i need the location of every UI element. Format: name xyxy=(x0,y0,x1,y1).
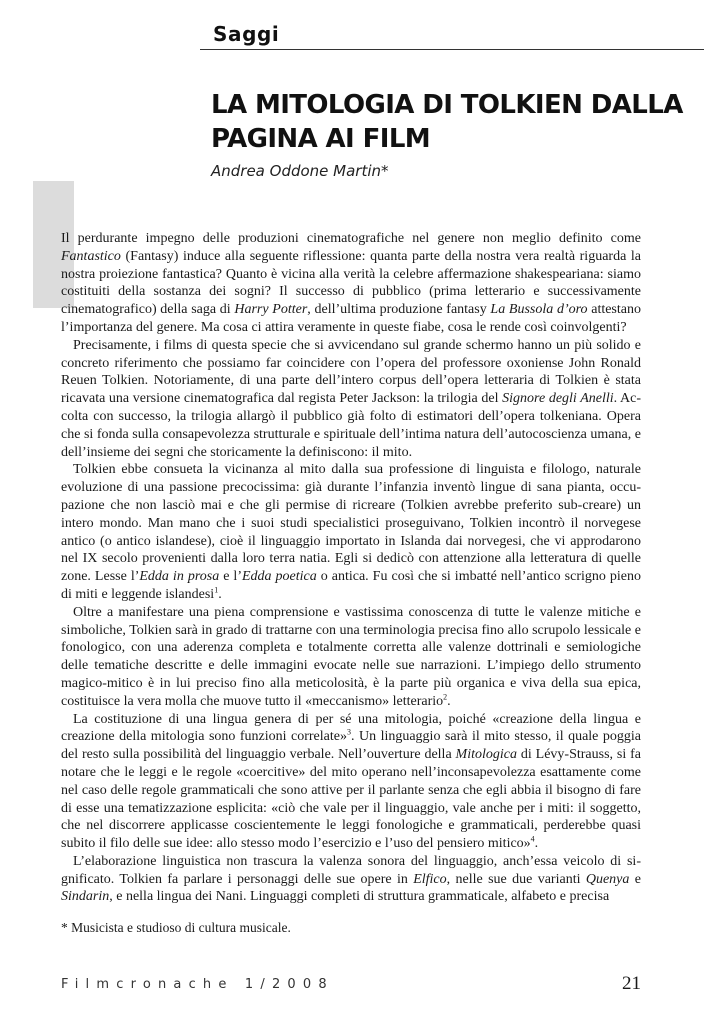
italic-title: Signore degli Anelli xyxy=(502,391,614,407)
author-footnote-marker: * xyxy=(381,162,389,180)
text-run: e xyxy=(629,871,641,887)
text-run: . xyxy=(218,586,222,602)
article-body xyxy=(61,230,641,906)
italic-title: Edda in prosa xyxy=(139,569,220,585)
author-name: Andrea Oddone Martin xyxy=(211,162,382,180)
footnote-reference: 3 xyxy=(346,727,351,737)
text-run: , nelle sue due varianti xyxy=(446,871,586,887)
italic-title: Harry Potter xyxy=(234,302,308,318)
journal-name: Filmcronache 1/2008 xyxy=(61,977,334,992)
text-run: , dell’ultima produzione fantasy xyxy=(307,302,491,318)
text-run: attestano l’importanza del genere. Ma cosa ci attira veramente in queste fiabe, cosa le rende così coinvolgenti? xyxy=(61,302,641,335)
footnote-reference: 1 xyxy=(214,585,219,595)
italic-title: Elfico xyxy=(413,871,447,887)
body-paragraph xyxy=(61,230,641,337)
text-run: , e nella lingua dei Nani. Linguaggi completi di struttura grammaticale, alfabeto e precisa xyxy=(109,889,610,905)
header-rule xyxy=(200,49,704,50)
body-paragraph xyxy=(61,337,641,462)
body-paragraph xyxy=(61,461,641,603)
text-run: di Lévy-Strauss, si fa notare che le leggi e le regole «coercitive» del mito operano nell’inconsapevolezza esattamente come nel caso delle regole grammaticali che sono attive per il parlante senza che egli abbia il bisogno di fare di esse una tematizzazione esplicita: «ciò che vale per il linguaggio, vale anche per i miti: il soggetto, che nel discorrere applicasse coscientemente le leggi fonologiche e grammaticali, perderebbe quasi subito il filo delle sue idee: allo stesso modo l’esercizio e l’uso del pensiero mitico» xyxy=(61,747,641,852)
text-run: La costituzione di una lingua genera di per sé una mitologia, poiché «creazione della lingua e creazione della mitologia sono funzioni correlate» xyxy=(61,711,641,745)
footnote-reference: 2 xyxy=(443,692,448,702)
text-run: Precisamente, i films di questa specie che si avvicendano sul grande schermo hanno un più solido e concreto riferimento che possiamo far coincidere con l’opera del professore oxoniense John Ronald Reuen Tolkien. Notoriamente, di una parte dell’intero corpus dell’opera letteraria di Tolkien è stata ricavata una versione cinematografica dal regista Peter Jackson: la trilogia del xyxy=(61,337,641,407)
text-run: L’elaborazione linguistica non trascura la valenza sonora del linguaggio, anch’essa veicolo di si-gnificato. Tolkien fa parlare i personaggi delle sue opere in xyxy=(61,853,641,887)
body-paragraph xyxy=(61,604,641,711)
page-number: 21 xyxy=(622,973,641,994)
text-run: Il perdurante impegno delle produzioni cinematografiche nel genere non meglio definito come xyxy=(61,231,641,246)
text-run: Tolkien ebbe consueta la vicinanza al mito dalla sua professione di linguista e filologo, naturale evoluzione di una passione precocissima: già durante l’infanzia inventò lingue di sana pianta, occu-pazione che non lasciò mai e che gli permise di ricreare (Tolkien avrebbe preferito sub-creare) un intero mondo. Man mano che i suoi studi specialistici proseguivano, Tolkien incontrò il norvegese antico (o antico islandese), cioè il linguaggio importato in Islanda dai norvegesi, che vi approdarono nel IX secolo provenienti dalla loro terra natia. Egli si dedicò con attenzione alla letteratura di quelle zone. Lesse l’ xyxy=(61,462,641,585)
article-title: LA MITOLOGIA DI TOLKIEN DALLA PAGINA AI FILM xyxy=(211,90,683,154)
text-run: o antica. Fu così che si imbatté nell’antico scrigno pieno di miti e leggende islandesi xyxy=(61,569,641,602)
text-run: e l’ xyxy=(219,569,242,585)
footnote: * Musicista e studioso di cultura musicale. xyxy=(61,920,291,935)
body-paragraph xyxy=(61,711,641,853)
text-run: (Fantasy) induce alla seguente riflessione: quanta parte della nostra vera realtà riguarda la nostra proiezione fantastica? Quanto è vicina alla verità la celebre affermazione shakespeariana: siamo costituiti della sostanza dei sogni? Il successo di pubblico (prima letterario e successivamente cinematografico) della saga di xyxy=(61,248,641,318)
body-paragraph xyxy=(61,853,641,906)
author-line xyxy=(211,162,389,180)
italic-title: Edda poetica xyxy=(241,569,317,585)
text-run: . xyxy=(447,693,451,709)
text-run: Oltre a manifestare una piena comprensione e vastissima conoscenza di tutte le valenze mitiche e simboliche, Tolkien sarà in grado di trattarne con una terminologia precisa fino allo scrupolo lessicale e fonologico, con una aderenza completa e totalmente corretta alle valenze dottrinali e semiologiche delle tematiche descritte e delle immagini evocate nelle sue narrazioni. L’impiego dello strumento magico-mitico è in lui preciso fino alla meticolosità, è la parte più organica e viva della sua epica, costituisce la vera molla che muove tutto il «meccanismo» letterario xyxy=(61,604,641,709)
section-heading: Saggi xyxy=(213,22,280,46)
italic-title: Mitologica xyxy=(455,747,517,763)
text-run: . Un linguaggio sarà il mito stesso, il quale poggia del resto sulla possibilità del linguaggio verbale. Nell’ouverture della xyxy=(61,729,641,763)
footnote-reference: 4 xyxy=(530,834,535,844)
italic-title: La Bussola d’oro xyxy=(490,302,588,318)
italic-title: Sindarin xyxy=(61,889,110,905)
italic-title: Fantastico xyxy=(61,248,121,264)
text-run: . xyxy=(534,836,539,852)
text-run: . Ac-colta con successo, la trilogia allargò il pubblico già folto di estimatori dell’opera tolkeniana. Opera che si fonda sulla consapevolezza strutturale e spirituale dell’intima natura dell’autocoscienza umana, e dell’insieme dei segni che storicamente la definiscono: il mito. xyxy=(61,391,641,460)
italic-title: Quenya xyxy=(585,871,630,887)
